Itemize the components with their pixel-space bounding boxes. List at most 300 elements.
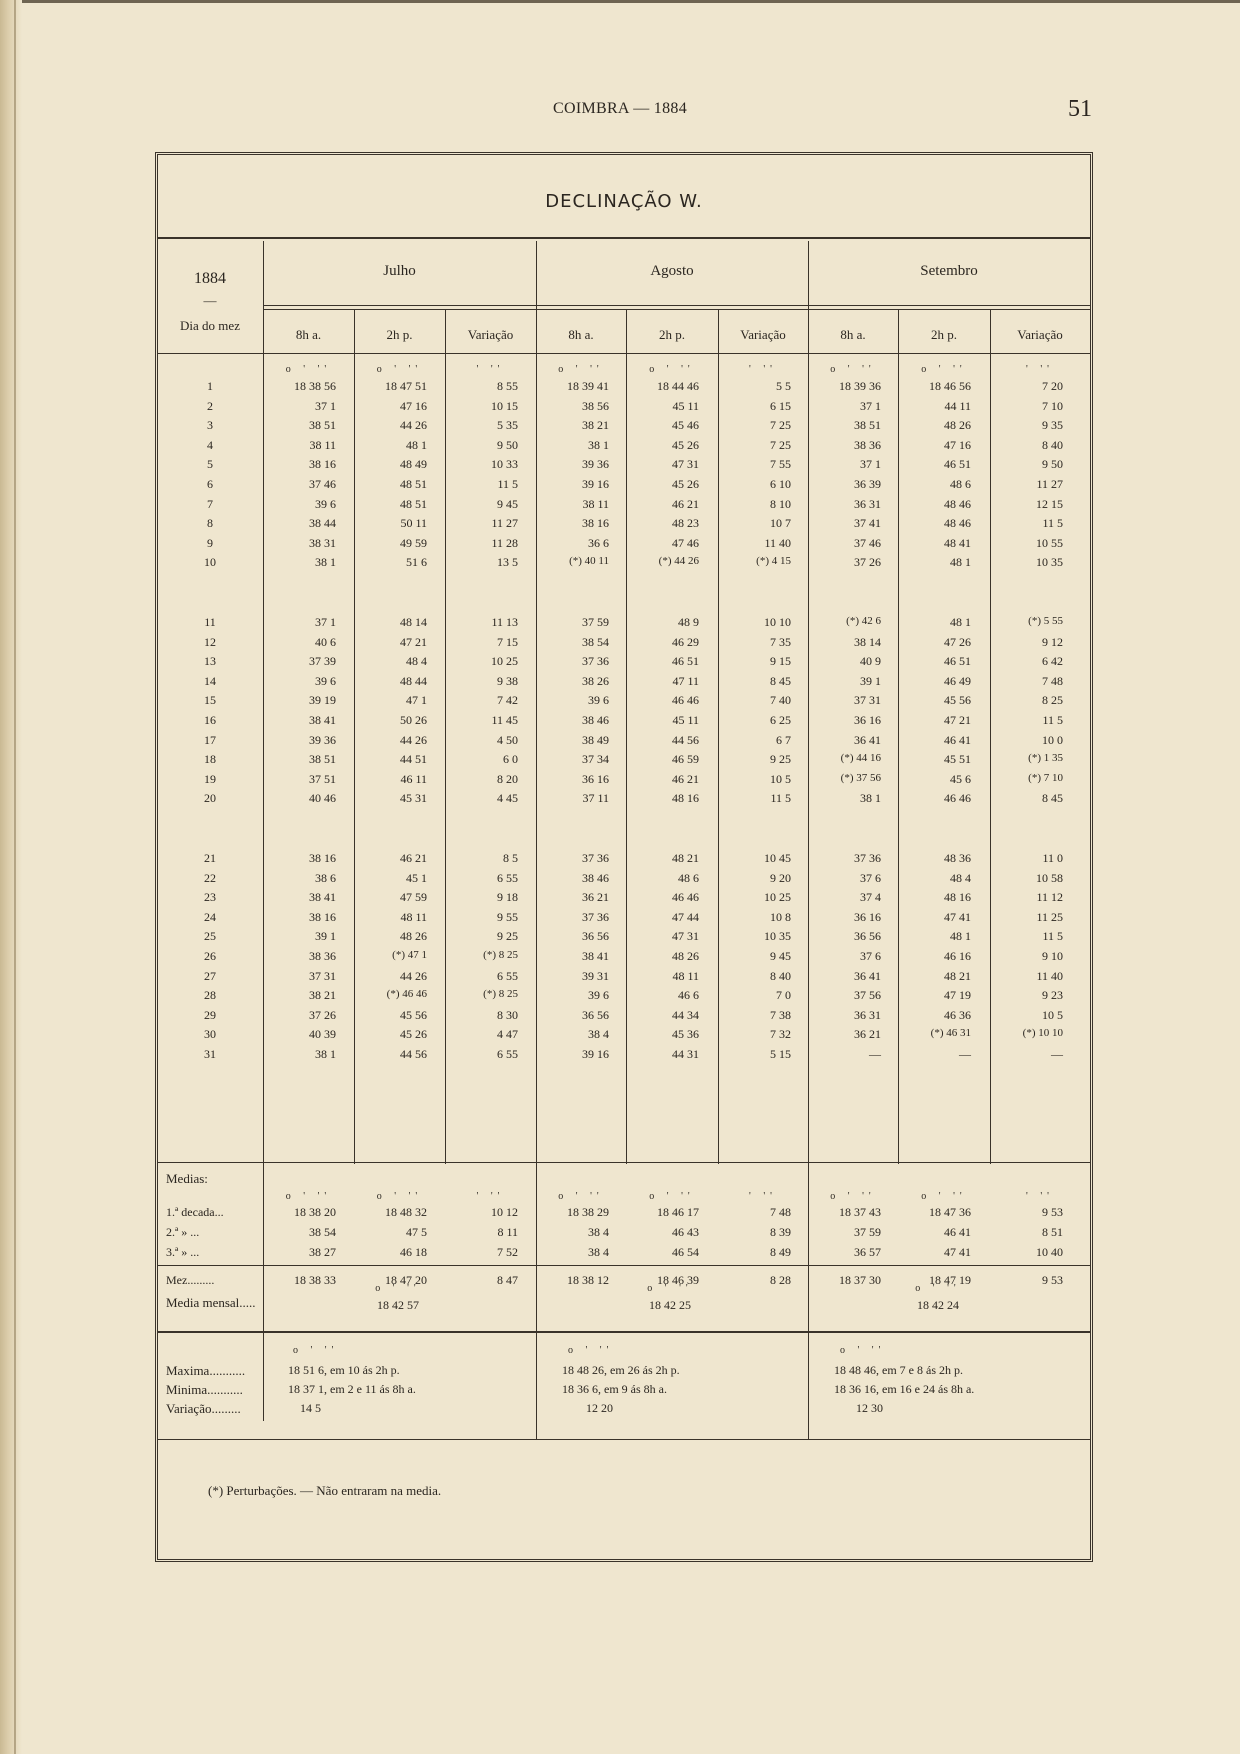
medias-cell: 7 48 (770, 1205, 791, 1219)
table-cell: 48 4 (406, 654, 427, 669)
table-cell: 10 0 (1042, 732, 1063, 747)
table-cell: 47 11 (672, 673, 699, 688)
table-cell: (*) 5 55 (1028, 615, 1063, 627)
day-number: 12 (204, 634, 216, 649)
table-cell: 38 49 (582, 732, 609, 747)
page-number: 51 (1068, 96, 1092, 122)
table-cell: (*) 1 35 (1028, 752, 1063, 765)
unit-mark: o ' '' (568, 1345, 614, 1356)
unit-mark: o ' '' (840, 1345, 886, 1356)
table-cell: 45 26 (672, 477, 699, 491)
month-separator (536, 241, 537, 1421)
table-cell: 37 26 (854, 555, 881, 570)
table-cell: 38 26 (582, 673, 609, 688)
table-cell: 9 23 (1042, 988, 1063, 1003)
scan-edge (0, 0, 1240, 3)
header-rule (158, 353, 1090, 354)
table-cell: 11 5 (770, 791, 791, 806)
table-cell: 38 16 (582, 516, 609, 531)
unit-mark: o ' '' (915, 1283, 961, 1294)
table-cell: 47 1 (406, 693, 427, 708)
table-cell: 9 45 (497, 496, 518, 511)
column-separator (898, 309, 899, 1164)
table-cell: 46 21 (672, 771, 699, 786)
day-number: 5 (207, 457, 213, 472)
table-cell: 44 56 (672, 732, 699, 747)
table-cell: 7 0 (776, 988, 791, 1003)
table-cell: 9 25 (497, 929, 518, 944)
extreme-value: 18 36 6, em 9 ás 8h a. (562, 1382, 667, 1396)
table-title: DECLINAÇÃO W. (545, 191, 703, 212)
table-cell: 45 11 (672, 398, 699, 413)
medias-cell: 9 53 (1042, 1205, 1063, 1219)
table-cell: 48 16 (944, 890, 971, 905)
table-cell: — (959, 1047, 971, 1061)
day-number: 16 (204, 713, 216, 727)
table-cell: 8 45 (1042, 791, 1063, 806)
day-number: 7 (207, 496, 213, 511)
table-cell: 44 26 (400, 418, 427, 433)
table-cell: 48 26 (672, 949, 699, 963)
month-rule (263, 309, 1090, 310)
table-cell: 48 21 (944, 968, 971, 983)
table-cell: 37 1 (315, 615, 336, 629)
table-cell: 38 16 (309, 851, 336, 865)
table-cell: 38 21 (582, 418, 609, 433)
table-cell: — (869, 1047, 881, 1061)
unit-mark: o ' '' (558, 1191, 604, 1202)
table-cell: 18 38 56 (294, 379, 336, 393)
table-cell: 36 56 (582, 1007, 609, 1022)
table-cell: 8 25 (1042, 693, 1063, 708)
table-cell: 48 1 (950, 555, 971, 570)
table-cell: 48 44 (400, 673, 427, 688)
table-cell: 7 48 (1042, 673, 1063, 688)
day-number: 1 (207, 379, 213, 393)
day-number: 25 (204, 929, 216, 944)
medias-cell: 8 51 (1042, 1225, 1063, 1239)
month-header: Julho (383, 263, 416, 279)
table-cell: 7 15 (497, 634, 518, 649)
table-cell: 44 11 (944, 398, 971, 413)
sub-header: 8h a. (840, 327, 866, 342)
table-cell: 11 0 (1042, 851, 1063, 865)
column-separator (718, 309, 719, 1164)
table-cell: 47 44 (672, 909, 699, 924)
table-cell: 36 21 (582, 890, 609, 905)
table-cell: 45 36 (672, 1027, 699, 1042)
medias-cell: 8 11 (497, 1225, 518, 1239)
table-cell: 44 56 (400, 1047, 427, 1061)
table-cell: 11 13 (491, 615, 518, 629)
medias-row-label: 2.ª » ... (166, 1225, 200, 1239)
table-cell: 9 45 (770, 949, 791, 963)
sub-header: 8h a. (568, 327, 594, 342)
table-cell: 48 11 (400, 909, 427, 924)
table-cell: 37 6 (860, 870, 881, 885)
table-cell: 37 41 (854, 516, 881, 531)
table-cell: 38 41 (309, 713, 336, 727)
table-cell: 46 41 (944, 732, 971, 747)
table-cell: 46 46 (944, 791, 971, 806)
unit-mark: o ' '' (558, 364, 604, 375)
table-cell: 38 6 (315, 870, 336, 885)
table-cell: (*) 47 1 (392, 949, 427, 961)
table-cell: 36 16 (582, 771, 609, 786)
sub-header: Variação (1017, 327, 1063, 342)
unit-mark: ' '' (749, 1191, 777, 1202)
table-cell: 10 25 (764, 890, 791, 905)
table-cell: 50 26 (400, 713, 427, 727)
table-cell: 39 6 (315, 496, 336, 511)
table-cell: 50 11 (400, 516, 427, 531)
medias-cell: 7 52 (497, 1245, 518, 1259)
table-cell: 9 20 (770, 870, 791, 885)
unit-mark: o ' '' (293, 1345, 339, 1356)
table-cell: 40 9 (860, 654, 881, 669)
day-number: 21 (204, 851, 216, 865)
table-cell: 36 56 (854, 929, 881, 944)
day-number: 2 (207, 398, 213, 413)
table-cell: 37 4 (860, 890, 881, 905)
table-cell: 46 16 (944, 949, 971, 963)
extreme-value: 14 5 (300, 1401, 321, 1415)
table-cell: 48 11 (672, 968, 699, 983)
table-cell: 44 34 (672, 1007, 699, 1022)
medias-label: Medias: (166, 1171, 208, 1186)
table-cell: 47 21 (944, 713, 971, 727)
table-cell: 39 31 (582, 968, 609, 983)
table-cell: 44 51 (400, 752, 427, 767)
table-cell: 5 15 (770, 1047, 791, 1061)
table-cell: (*) 7 10 (1028, 771, 1063, 784)
table-cell: 8 30 (497, 1007, 518, 1022)
table-cell: 48 41 (944, 535, 971, 550)
table-cell: 38 16 (309, 909, 336, 924)
table-cell: 6 10 (770, 477, 791, 491)
table-cell: 37 36 (582, 851, 609, 865)
table-cell: 11 5 (1042, 713, 1063, 727)
table-cell: 10 33 (491, 457, 518, 472)
table-cell: 7 55 (770, 457, 791, 472)
table-cell: (*) 10 10 (1022, 1027, 1063, 1040)
unit-mark: o ' '' (376, 364, 423, 375)
medias-cell: 38 4 (588, 1245, 609, 1259)
unit-mark: o ' '' (285, 364, 332, 375)
medias-cell: 18 47 19 (929, 1273, 971, 1287)
table-cell: 7 25 (770, 437, 791, 452)
table-cell: 37 31 (854, 693, 881, 708)
media-mensal-value: 18 42 57 (377, 1298, 419, 1312)
medias-cell: 18 48 32 (385, 1205, 427, 1219)
unit-mark: o ' '' (285, 1191, 332, 1202)
medias-cell: 38 54 (309, 1225, 336, 1239)
table-cell: 38 36 (309, 949, 336, 963)
table-cell: 8 40 (1042, 437, 1063, 452)
table-cell: 10 25 (491, 654, 518, 669)
table-cell: 36 21 (854, 1027, 881, 1042)
table-cell: 45 51 (944, 752, 971, 767)
medias-row-label: 1.ª decada... (166, 1205, 224, 1219)
table-cell: 39 1 (860, 673, 881, 688)
medias-cell: 38 27 (309, 1245, 336, 1259)
table-cell: 45 11 (672, 713, 699, 727)
table-cell: 39 6 (315, 673, 336, 688)
table-cell: 18 39 41 (567, 379, 609, 393)
day-number: 27 (204, 968, 216, 983)
table-cell: 48 51 (400, 496, 427, 511)
table-cell: (*) 44 16 (840, 752, 881, 765)
table-cell: 39 16 (582, 477, 609, 491)
table-cell: 37 46 (854, 535, 881, 550)
row-header: Dia do mez (180, 318, 240, 333)
table-cell: (*) 37 56 (840, 771, 881, 784)
table-cell: 36 16 (854, 909, 881, 924)
table-cell: 48 9 (678, 615, 699, 629)
table-cell: 38 1 (860, 791, 881, 806)
table-cell: 45 26 (672, 437, 699, 452)
table-cell: 10 35 (764, 929, 791, 944)
extreme-value: 12 30 (856, 1401, 883, 1415)
table-cell: 38 51 (309, 752, 336, 767)
paper-edge (0, 0, 22, 1754)
table-cell: 9 55 (497, 909, 518, 924)
table-cell: 4 45 (497, 791, 518, 806)
table-cell: 18 46 56 (929, 379, 971, 393)
table-cell: 46 49 (944, 673, 971, 688)
table-cell: 7 32 (770, 1027, 791, 1042)
table-cell: 7 42 (497, 693, 518, 708)
day-number: 17 (204, 732, 216, 747)
table-cell: 36 41 (854, 968, 881, 983)
table-cell: 6 15 (770, 398, 791, 413)
table-cell: 38 4 (588, 1027, 609, 1042)
table-cell: 9 25 (770, 752, 791, 767)
table-cell: 37 34 (582, 752, 609, 767)
month-separator (808, 241, 809, 1421)
unit-mark: ' '' (1026, 1191, 1054, 1202)
extreme-value: 18 48 46, em 7 e 8 ás 2h p. (834, 1363, 963, 1377)
table-cell: 47 31 (672, 457, 699, 472)
table-cell: 9 35 (1042, 418, 1063, 433)
table-cell: 48 21 (672, 851, 699, 865)
table-cell: 39 1 (315, 929, 336, 944)
table-cell: 38 51 (854, 418, 881, 433)
table-cell: 10 55 (1036, 535, 1063, 550)
table-cell: 11 5 (1042, 516, 1063, 531)
medias-cell: 37 59 (854, 1225, 881, 1239)
day-number: 28 (204, 988, 216, 1003)
day-number: 10 (204, 555, 216, 570)
day-number: 31 (204, 1047, 216, 1061)
table-cell: 38 41 (309, 890, 336, 905)
unit-mark: o ' '' (830, 364, 876, 375)
table-cell: 7 38 (770, 1007, 791, 1022)
month-separator (263, 241, 264, 1421)
table-cell: 36 31 (854, 496, 881, 511)
month-separator (808, 1265, 809, 1439)
table-cell: 18 39 36 (839, 379, 881, 393)
table-cell: 47 46 (672, 535, 699, 550)
table-cell: 4 47 (497, 1027, 518, 1042)
table-cell: 11 5 (1042, 929, 1063, 944)
table-cell: 36 39 (854, 477, 881, 491)
medias-cell: 10 40 (1036, 1245, 1063, 1259)
table-cell: (*) 40 11 (569, 555, 609, 568)
table-cell: 11 25 (1036, 909, 1063, 924)
day-number: 29 (204, 1007, 216, 1022)
table-cell: 6 7 (776, 732, 791, 747)
medias-cell: 18 37 43 (839, 1205, 881, 1219)
extreme-label: Minima........... (166, 1382, 243, 1397)
day-number: 14 (204, 673, 216, 688)
table-cell: 7 35 (770, 634, 791, 649)
column-separator (354, 309, 355, 1164)
day-number: 30 (204, 1027, 216, 1042)
medias-cell: 47 41 (944, 1245, 971, 1259)
table-cell: 37 46 (309, 477, 336, 491)
table-cell: 48 49 (400, 457, 427, 472)
table-cell: 38 21 (309, 988, 336, 1003)
table-cell: 48 26 (400, 929, 427, 944)
table-cell: 9 12 (1042, 634, 1063, 649)
declination-table (155, 152, 1093, 1562)
table-cell: 37 39 (309, 654, 336, 669)
table-cell: 48 1 (950, 615, 971, 629)
table-cell: — (1051, 1047, 1063, 1061)
table-cell: 48 51 (400, 477, 427, 491)
table-cell: 37 36 (582, 654, 609, 669)
table-cell: 6 55 (497, 1047, 518, 1061)
medias-cell: 18 46 39 (657, 1273, 699, 1287)
table-cell: 48 4 (950, 870, 971, 885)
table-cell: 6 25 (770, 713, 791, 727)
table-cell: 49 59 (400, 535, 427, 550)
day-number: 4 (207, 437, 213, 452)
unit-mark: ' '' (476, 1191, 505, 1202)
extreme-value: 18 48 26, em 26 ás 2h p. (562, 1363, 680, 1377)
medias-cell: 18 38 20 (294, 1205, 336, 1219)
table-cell: 8 5 (503, 851, 518, 865)
table-cell: (*) 46 31 (930, 1027, 971, 1040)
month-rule (263, 305, 1090, 306)
column-separator (445, 309, 446, 1164)
unit-mark: ' '' (1026, 364, 1054, 375)
table-cell: 38 1 (588, 437, 609, 452)
month-header: Agosto (650, 263, 694, 279)
table-cell: 44 26 (400, 968, 427, 983)
table-cell: 48 46 (944, 516, 971, 531)
day-number: 15 (204, 693, 216, 708)
medias-cell: 8 49 (770, 1245, 791, 1259)
extreme-value: 18 36 16, em 16 e 24 ás 8h a. (834, 1382, 975, 1396)
table-cell: 10 5 (770, 771, 791, 786)
table-cell: 46 11 (400, 771, 427, 786)
table-cell: 45 26 (400, 1027, 427, 1042)
table-cell: 38 16 (309, 457, 336, 472)
table-cell: 38 36 (854, 437, 881, 452)
table-cell: 37 31 (309, 968, 336, 983)
day-number: 26 (204, 949, 216, 963)
table-cell: 9 38 (497, 673, 518, 688)
table-cell: (*) 44 26 (658, 555, 699, 568)
table-cell: 9 50 (1042, 457, 1063, 472)
table-cell: 37 56 (854, 988, 881, 1003)
table-cell: 37 1 (315, 398, 336, 413)
unit-mark: ' '' (749, 364, 777, 375)
table-cell: 37 26 (309, 1007, 336, 1022)
media-mensal-value: 18 42 24 (917, 1298, 959, 1312)
table-cell: 8 20 (497, 771, 518, 786)
unit-mark: ' '' (476, 364, 505, 375)
table-cell: 38 44 (309, 516, 336, 531)
day-number: 19 (204, 771, 216, 786)
table-cell: 38 14 (854, 634, 881, 649)
column-separator (626, 309, 627, 1164)
table-cell: 48 16 (672, 791, 699, 806)
medias-cell: 46 43 (672, 1225, 699, 1239)
table-cell: 39 6 (588, 693, 609, 708)
medias-cell: 47 5 (406, 1225, 427, 1239)
table-cell: 10 35 (1036, 555, 1063, 570)
table-cell: 46 36 (944, 1007, 971, 1022)
table-cell: (*) 4 15 (756, 555, 791, 568)
table-cell: 10 5 (1042, 1007, 1063, 1022)
table-cell: 37 36 (854, 851, 881, 865)
medias-cell: 8 28 (770, 1273, 791, 1287)
table-cell: 36 31 (854, 1007, 881, 1022)
table-cell: 48 36 (944, 851, 971, 865)
table-cell: 8 40 (770, 968, 791, 983)
table-cell: 39 19 (309, 693, 336, 708)
table-cell: (*) 8 25 (483, 988, 518, 1001)
sub-header: Variação (740, 327, 786, 342)
table-cell: 18 44 46 (657, 379, 699, 393)
extreme-label: Variação......... (166, 1401, 241, 1416)
table-cell: 46 51 (944, 654, 971, 669)
table-cell: 36 56 (582, 929, 609, 944)
table-cell: 38 1 (315, 555, 336, 570)
unit-mark: o ' '' (375, 1283, 421, 1294)
table-cell: 36 41 (854, 732, 881, 747)
extreme-value: 12 20 (586, 1401, 613, 1415)
sub-header: 2h p. (931, 327, 957, 342)
medias-cell: 18 47 20 (385, 1273, 427, 1287)
medias-cell: 18 47 36 (929, 1205, 971, 1219)
day-number: 20 (204, 791, 216, 806)
table-cell: 10 7 (770, 516, 791, 531)
table-cell: 38 1 (315, 1047, 336, 1061)
table-cell: 10 15 (491, 398, 518, 413)
table-cell: 8 10 (770, 496, 791, 511)
table-cell: 38 56 (582, 398, 609, 413)
table-cell: 46 21 (400, 851, 427, 865)
table-cell: 38 41 (582, 949, 609, 963)
table-cell: 38 51 (309, 418, 336, 433)
table-cell: 40 39 (309, 1027, 336, 1042)
table-cell: 6 55 (497, 870, 518, 885)
table-cell: 45 46 (672, 418, 699, 433)
unit-mark: o ' '' (830, 1191, 876, 1202)
body-rule (158, 1162, 1090, 1163)
table-cell: 39 36 (582, 457, 609, 472)
table-cell: 47 16 (944, 437, 971, 452)
table-cell: 11 28 (491, 535, 518, 550)
medias-row-label: Mez......... (166, 1273, 215, 1287)
table-cell: 46 6 (678, 988, 699, 1003)
table-cell: 7 25 (770, 418, 791, 433)
table-cell: 38 54 (582, 634, 609, 649)
